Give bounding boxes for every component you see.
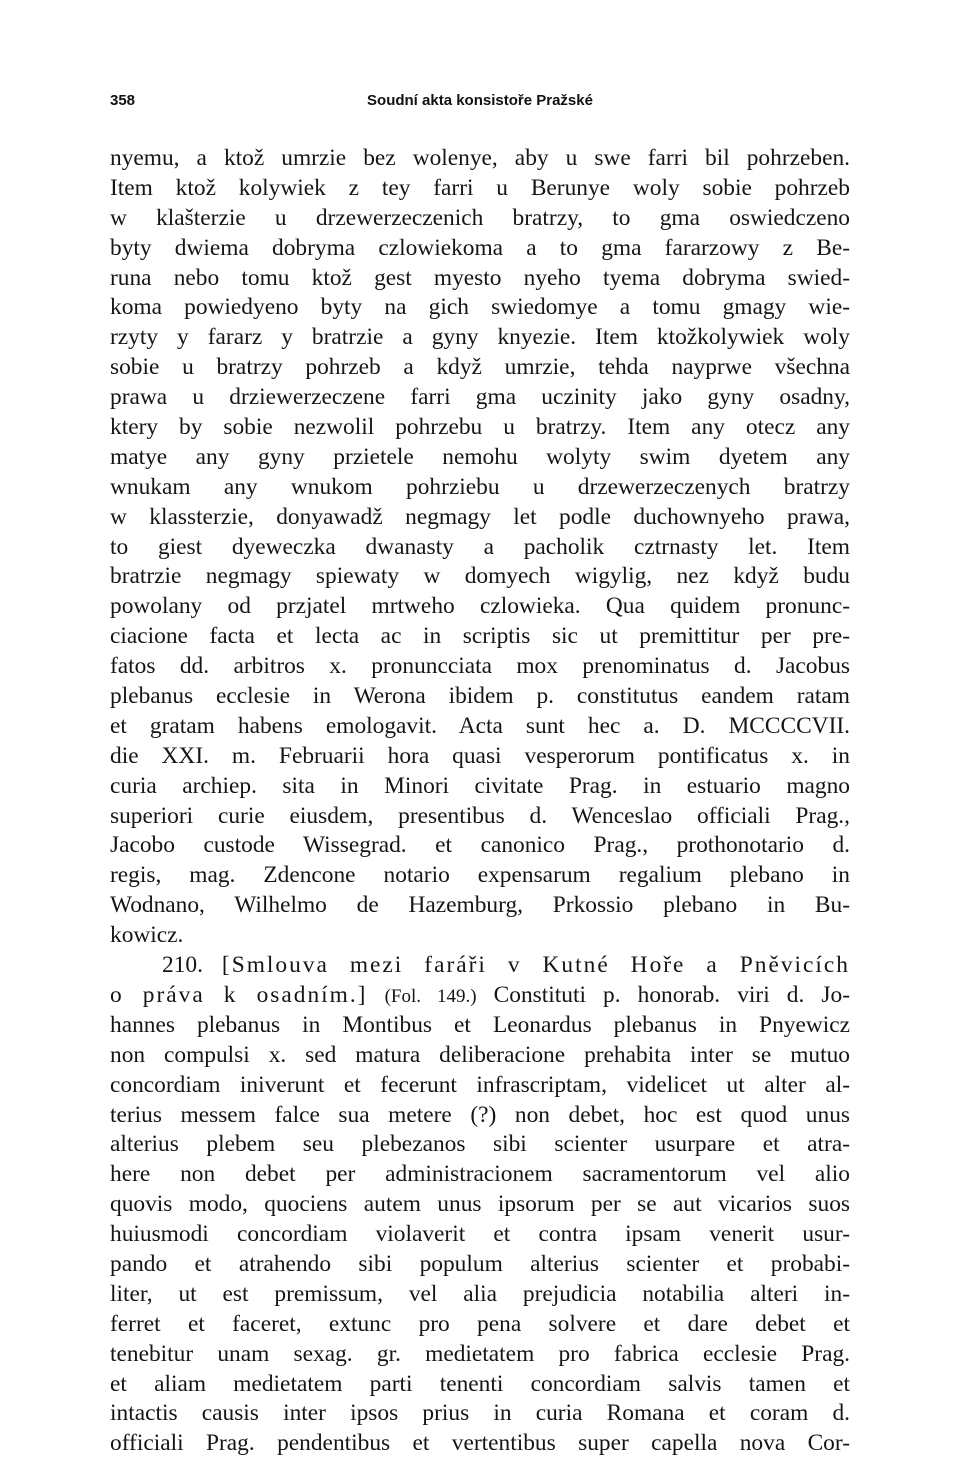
text-line: to giest dyeweczka dwanasty a pacholik cztrnasty let. Item xyxy=(110,533,850,560)
body-text xyxy=(110,144,850,1459)
text-line: alterius plebem seu plebezanos sibi scienter usurpare et atra- xyxy=(110,1131,850,1158)
text-line: regis, mag. Zdencone notario expensarum regalium plebano in xyxy=(110,862,850,889)
text-line: ciacione facta et lecta ac in scriptis sic ut premittitur per pre- xyxy=(110,623,850,650)
text-line: koma powiedyeno byty na gich swiedomye a tomu gmagy wie- xyxy=(110,294,850,321)
text-line: die XXI. m. Februarii hora quasi vesperorum pontificatus x. in xyxy=(110,742,850,769)
text-line: quovis modo, quociens autem unus ipsorum per se aut vicarios suos xyxy=(110,1191,850,1218)
section-heading-line xyxy=(110,981,850,1011)
text-line: powolany od przjatel mrtweho czlowieka. Qua quidem pronunc- xyxy=(110,593,850,620)
section-text: Constituti p. honorab. viri d. Jo- xyxy=(493,981,850,1008)
section-heading-line xyxy=(110,951,850,981)
text-line: here non debet per administracionem sacramentorum vel alio xyxy=(110,1161,850,1188)
text-line: intactis causis inter ipsos prius in curia Romana et coram d. xyxy=(110,1400,850,1427)
text-line: byty dwiema dobryma czlowiekoma a to gma fararzowy z Be- xyxy=(110,234,850,261)
section-title: [Smlouva mezi faráři v Kutné Hoře a Pněvicích xyxy=(221,952,850,979)
text-line: pando et atrahendo sibi populum alterius scienter et probabi- xyxy=(110,1250,850,1277)
text-line: officiali Prag. pendentibus et vertentibus super capella nova Cor- xyxy=(110,1430,850,1457)
text-line: Item ktož kolywiek z tey farri u Berunye woly sobie pohrzeb xyxy=(110,174,850,201)
text-line: ferret et faceret, extunc pro pena solvere et dare debet et xyxy=(110,1310,850,1337)
folio-reference: (Fol. 149.) xyxy=(384,985,477,1007)
text-line: w klassterzie, donyawadž negmagy let podle duchownyeho prawa, xyxy=(110,503,850,530)
page-header xyxy=(110,92,850,116)
text-line: bratrzie negmagy spiewaty w domyech wigylig, nez když budu xyxy=(110,563,850,590)
text-line: nyemu, a ktož umrzie bez wolenye, aby u swe farri bil pohrzeben. xyxy=(110,145,850,171)
text-line: fatos dd. arbitros x. pronuncciata mox prenominatus d. Jacobus xyxy=(110,653,850,680)
text-line: Wodnano, Wilhelmo de Hazemburg, Prkossio plebano in Bu- xyxy=(110,892,850,919)
text-line: kowicz. xyxy=(110,922,184,949)
text-line: liter, ut est premissum, vel alia prejudicia notabilia alteri in- xyxy=(110,1280,850,1307)
page-number: 358 xyxy=(110,92,136,109)
text-line: et aliam medietatem parti tenenti concordiam salvis tamen et xyxy=(110,1370,850,1397)
text-line: superiori curie eiusdem, presentibus d. Wenceslao officiali Prag., xyxy=(110,802,850,829)
text-line: hannes plebanus in Montibus et Leonardus plebanus in Pnyewicz xyxy=(110,1011,850,1038)
text-line: sobie u bratrzy pohrzeb a když umrzie, tehda nayprwe všechna xyxy=(110,354,850,381)
running-title: Soudní akta konsistoře Pražské xyxy=(367,92,593,109)
text-line: rzyty y fararz y bratrzie a gyny knyezie. Item ktožkolywiek woly xyxy=(110,324,850,351)
section-title-continued: o práva k osadním.] xyxy=(110,981,368,1008)
section-number: 210. xyxy=(162,952,203,979)
text-line: matye any gyny przietele nemohu wolyty swim dyetem any xyxy=(110,443,850,470)
text-line: ktery by sobie nezwolil pohrzebu u bratrzy. Item any otecz any xyxy=(110,414,850,441)
text-line: et gratam habens emologavit. Acta sunt hec a. D. MCCCCVII. xyxy=(110,712,850,739)
text-line: non compulsi x. sed matura deliberacione prehabita inter se mutuo xyxy=(110,1041,850,1068)
text-line: huiusmodi concordiam violaverit et contra ipsam venerit usur- xyxy=(110,1221,850,1248)
text-line: concordiam iniverunt et fecerunt infrascriptam, videlicet ut alter al- xyxy=(110,1071,850,1098)
text-line: terius messem falce sua metere (?) non debet, hoc est quod unus xyxy=(110,1101,850,1128)
text-line: prawa u drziewerzeczene farri gma uczinity jako gyny osadny, xyxy=(110,384,850,411)
text-line: runa nebo tomu ktož gest myesto nyeho tyema dobryma swied- xyxy=(110,264,850,291)
text-line: tenebitur unam sexag. gr. medietatem pro fabrica ecclesie Prag. xyxy=(110,1340,850,1367)
text-line: plebanus ecclesie in Werona ibidem p. constitutus eandem ratam xyxy=(110,683,850,710)
text-line: curia archiep. sita in Minori civitate Prag. in estuario magno xyxy=(110,772,850,799)
text-line: Jacobo custode Wissegrad. et canonico Prag., prothonotario d. xyxy=(110,832,850,859)
text-line: wnukam any wnukom pohrziebu u drzewerzeczenych bratrzy xyxy=(110,473,850,500)
text-line: w klašterzie u drzewerzeczenich bratrzy, to gma oswiedczeno xyxy=(110,204,850,231)
